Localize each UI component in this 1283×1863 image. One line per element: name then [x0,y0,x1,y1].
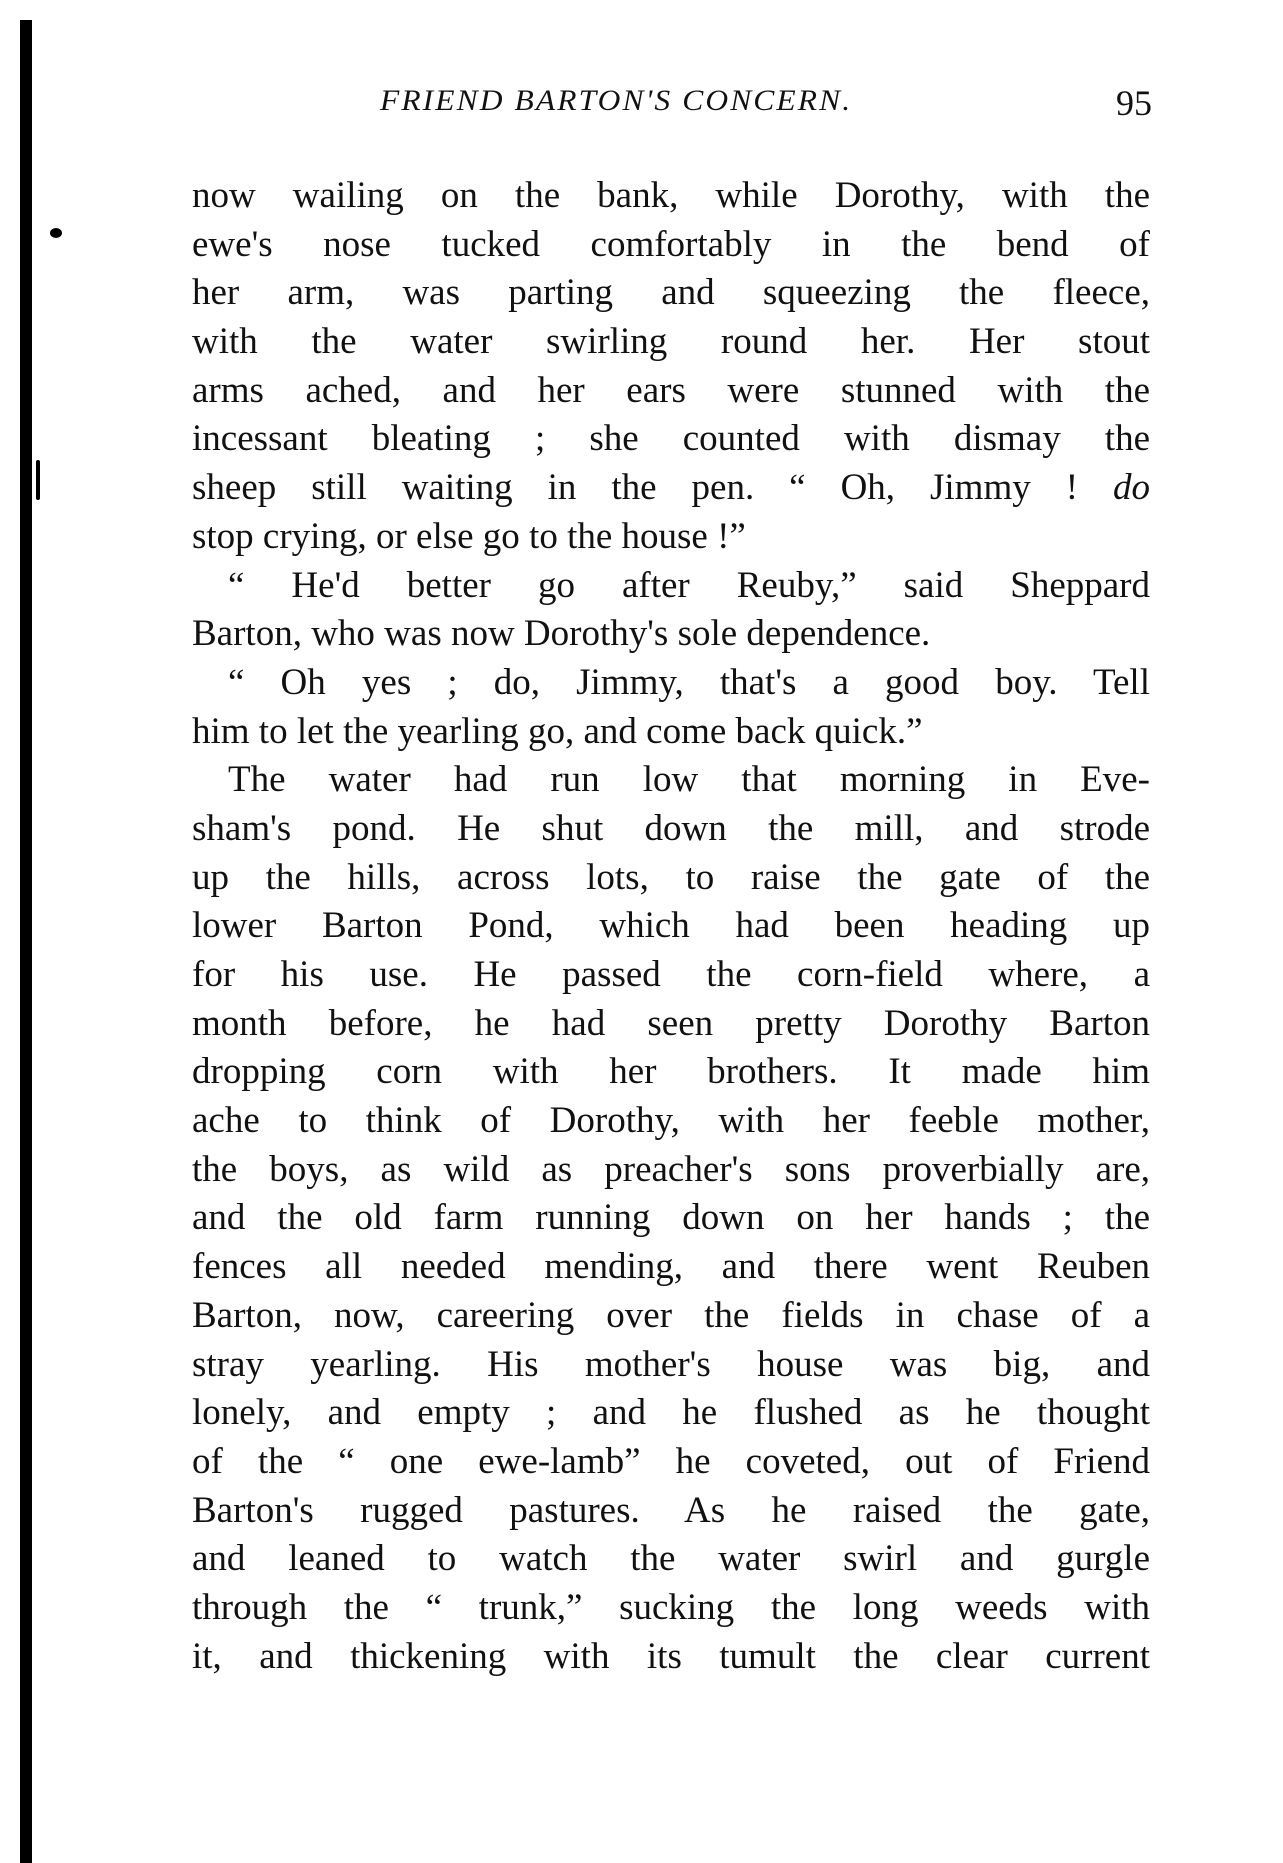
text-line-content: dropping corn with her brothers. It made him [192,1051,1150,1093]
text-line [192,1000,1150,1049]
text-line [192,415,1150,464]
text-line-content: her arm, was parting and squeezing the fleece, [192,272,1150,314]
text-line-content: with the water swirling round her. Her stout [192,321,1150,363]
text-line [192,1487,1150,1536]
text-line-content: fences all needed mending, and there went Reuben [192,1246,1150,1288]
text-line-content: sham's pond. He shut down the mill, and strode [192,807,1150,849]
text-line [192,513,1150,562]
text-line-content: Barton, now, careering over the fields in chase of a [192,1294,1150,1336]
text-line-content: stop crying, or else go to the house !” [192,515,746,557]
text-line [192,610,1150,659]
page-number: 95 [1116,83,1152,123]
text-line [192,1292,1150,1341]
text-line-content: lonely, and empty ; and he flushed as he thought [192,1392,1150,1434]
text-line [192,1633,1150,1682]
text-line-content: “ Oh yes ; do, Jimmy, that's a good boy. Tell [228,661,1150,703]
text-line-content: Barton, who was now Dorothy's sole dependence. [192,613,931,655]
text-line [192,1438,1150,1487]
text-line-content: month before, he had seen pretty Dorothy Barton [192,1002,1150,1044]
text-line [192,805,1150,854]
text-line-content: Barton's rugged pastures. As he raised the gate, [192,1489,1150,1531]
text-line-content: the boys, as wild as preacher's sons proverbially are, [192,1148,1150,1190]
text-line [192,221,1150,270]
text-line-content: of the “ one ewe-lamb” he coveted, out of Friend [192,1440,1150,1482]
text-line-content: ewe's nose tucked comfortably in the bend of [192,223,1150,265]
text-line-content: incessant bleating ; she counted with dismay the [192,418,1150,460]
text-line-content: through the “ trunk,” sucking the long weeds with [192,1586,1150,1628]
page-binding-edge [20,20,32,1863]
text-line [192,1389,1150,1438]
text-line [192,562,1150,611]
text-line [192,1584,1150,1633]
text-line-content: and leaned to watch the water swirl and gurgle [192,1538,1150,1580]
italic-emphasis: do [1113,467,1150,509]
text-line-content: sheep still waiting in the pen. “ Oh, Jimmy ! [192,467,1079,509]
text-line-content: for his use. He passed the corn-field where, a [192,954,1150,995]
text-line [192,1535,1150,1584]
text-line [192,951,1150,1000]
text-line [192,659,1150,708]
scan-speck [36,460,40,500]
text-line [192,172,1150,221]
text-line-content: up the hills, across lots, to raise the gate of the [192,856,1150,898]
text-line-content: stray yearling. His mother's house was big, and [192,1343,1150,1385]
text-line-content: “ He'd better go after Reuby,” said Sheppard [228,564,1150,606]
text-line-content: arms ached, and her ears were stunned with the [192,369,1150,411]
text-line [192,269,1150,318]
text-line [192,902,1150,951]
text-line-content: him to let the yearling go, and come back quick.” [192,710,923,752]
text-line [192,367,1150,416]
text-line-content: The water had run low that morning in Eve- [228,759,1150,801]
text-line-content: ache to think of Dorothy, with her feeble mother, [192,1100,1150,1142]
text-line [192,318,1150,367]
text-line [192,1097,1150,1146]
scan-speck [50,228,62,238]
text-line [192,1341,1150,1390]
running-header: FRIEND BARTON'S CONCERN. [380,84,853,117]
text-line [192,708,1150,757]
text-line [192,1146,1150,1195]
text-line-content: it, and thickening with its tumult the clear current [192,1635,1150,1677]
text-line [192,1048,1150,1097]
text-line-content: now wailing on the bank, while Dorothy, with the [192,175,1150,216]
text-line-content: lower Barton Pond, which had been heading up [192,905,1150,947]
text-line [192,854,1150,903]
text-line-content: and the old farm running down on her hands ; the [192,1197,1150,1239]
text-line [192,1243,1150,1292]
text-line [192,1194,1150,1243]
text-line [192,756,1150,805]
body-text [192,172,1150,1681]
text-line [192,464,1150,513]
